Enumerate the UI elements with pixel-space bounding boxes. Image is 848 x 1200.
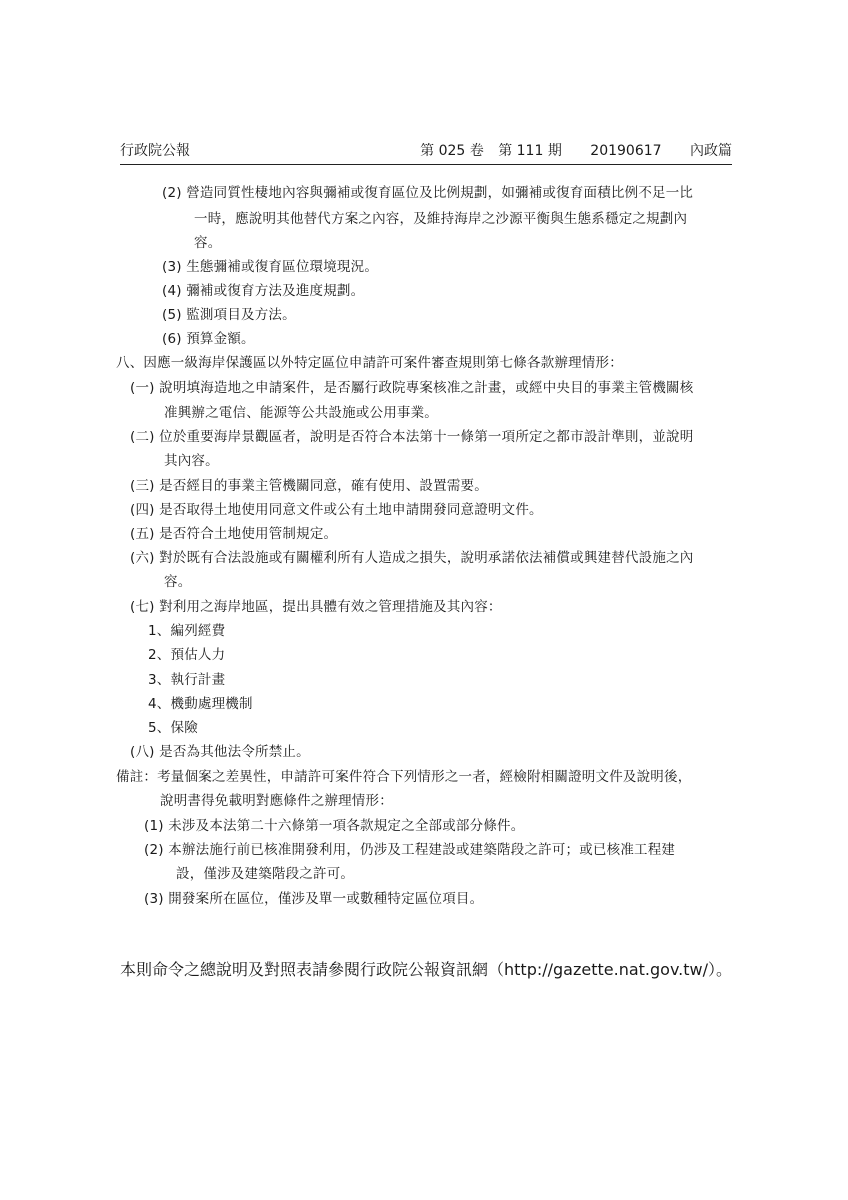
note-item-1: (1) 未涉及本法第二十六條第一項各款規定之全部或部分條件。 (144, 818, 525, 834)
item-2-line-1: (2) 營造同質性棲地內容與彌補或復育區位及比例規劃，如彌補或復育面積比例不足一比 (162, 185, 694, 201)
issue-date: 20190617 (590, 143, 662, 159)
item-5: (5) 監測項目及方法。 (162, 307, 296, 323)
clause-1-line-2: 准興辦之電信、能源等公共設施或公用事業。 (164, 405, 438, 421)
clause-8: (八) 是否為其他法令所禁止。 (130, 744, 310, 760)
note-item-3: (3) 開發案所在區位，僅涉及單一或數種特定區位項目。 (144, 891, 484, 907)
section-label: 內政篇 (690, 143, 732, 159)
clause-5: (五) 是否符合土地使用管制規定。 (130, 526, 338, 542)
clause-7: (七) 對利用之海岸地區，提出具體有效之管理措施及其內容： (130, 599, 502, 615)
section-8-heading: 八、因應一級海岸保護區以外特定區位申請許可案件審查規則第七條各款辦理情形： (116, 355, 623, 371)
item-2-line-3: 容。 (194, 235, 222, 251)
header-divider (120, 164, 732, 165)
clause-1-line-1: (一) 說明填海造地之申請案件，是否屬行政院專案核准之計畫，或經中央目的事業主管機關核 (130, 380, 694, 396)
issue-info (420, 140, 732, 160)
volume-label: 第 025 卷 (420, 143, 484, 159)
note-item-2-line-1: (2) 本辦法施行前已核准開發利用，仍涉及工程建設或建築階段之許可；或已核准工程建 (144, 842, 676, 858)
issue-label: 第 111 期 (498, 143, 562, 159)
clause-6-line-1: (六) 對於既有合法設施或有關權利所有人造成之損失，說明承諾依法補償或興建替代設施之內 (130, 550, 694, 566)
clause-3: (三) 是否經目的事業主管機關同意，確有使用、設置需要。 (130, 478, 488, 494)
clause-6-line-2: 容。 (164, 574, 192, 590)
note-item-2-line-2: 設，僅涉及建築階段之許可。 (176, 866, 355, 882)
clause-7-sub-5: 5、保險 (148, 720, 198, 736)
clause-7-sub-1: 1、編列經費 (148, 623, 226, 639)
reference-note: 本則命令之總說明及對照表請參閱行政院公報資訊網（http://gazette.nat.gov.tw/）。 (120, 960, 733, 979)
clause-7-sub-4: 4、機動處理機制 (148, 696, 253, 712)
clause-2-line-1: (二) 位於重要海岸景觀區者，說明是否符合本法第十一條第一項所定之都市設計準則，並說明 (130, 429, 694, 445)
note-line-2: 說明書得免載明對應條件之辦理情形： (160, 793, 393, 809)
clause-4: (四) 是否取得土地使用同意文件或公有土地申請開發同意證明文件。 (130, 502, 543, 518)
item-6: (6) 預算金額。 (162, 331, 255, 347)
item-4: (4) 彌補或復育方法及進度規劃。 (162, 283, 365, 299)
clause-2-line-2: 其內容。 (164, 453, 219, 469)
page-header (120, 140, 732, 162)
item-3: (3) 生態彌補或復育區位環境現況。 (162, 259, 379, 275)
note-line-1: 備註：考量個案之差異性，申請許可案件符合下列情形之一者，經檢附相關證明文件及說明後， (116, 769, 692, 785)
item-2-line-2: 一時，應說明其他替代方案之內容，及維持海岸之沙源平衡與生態系穩定之規劃內 (194, 211, 688, 227)
clause-7-sub-2: 2、預估人力 (148, 647, 226, 663)
clause-7-sub-3: 3、執行計畫 (148, 672, 226, 688)
gazette-title: 行政院公報 (120, 143, 190, 159)
